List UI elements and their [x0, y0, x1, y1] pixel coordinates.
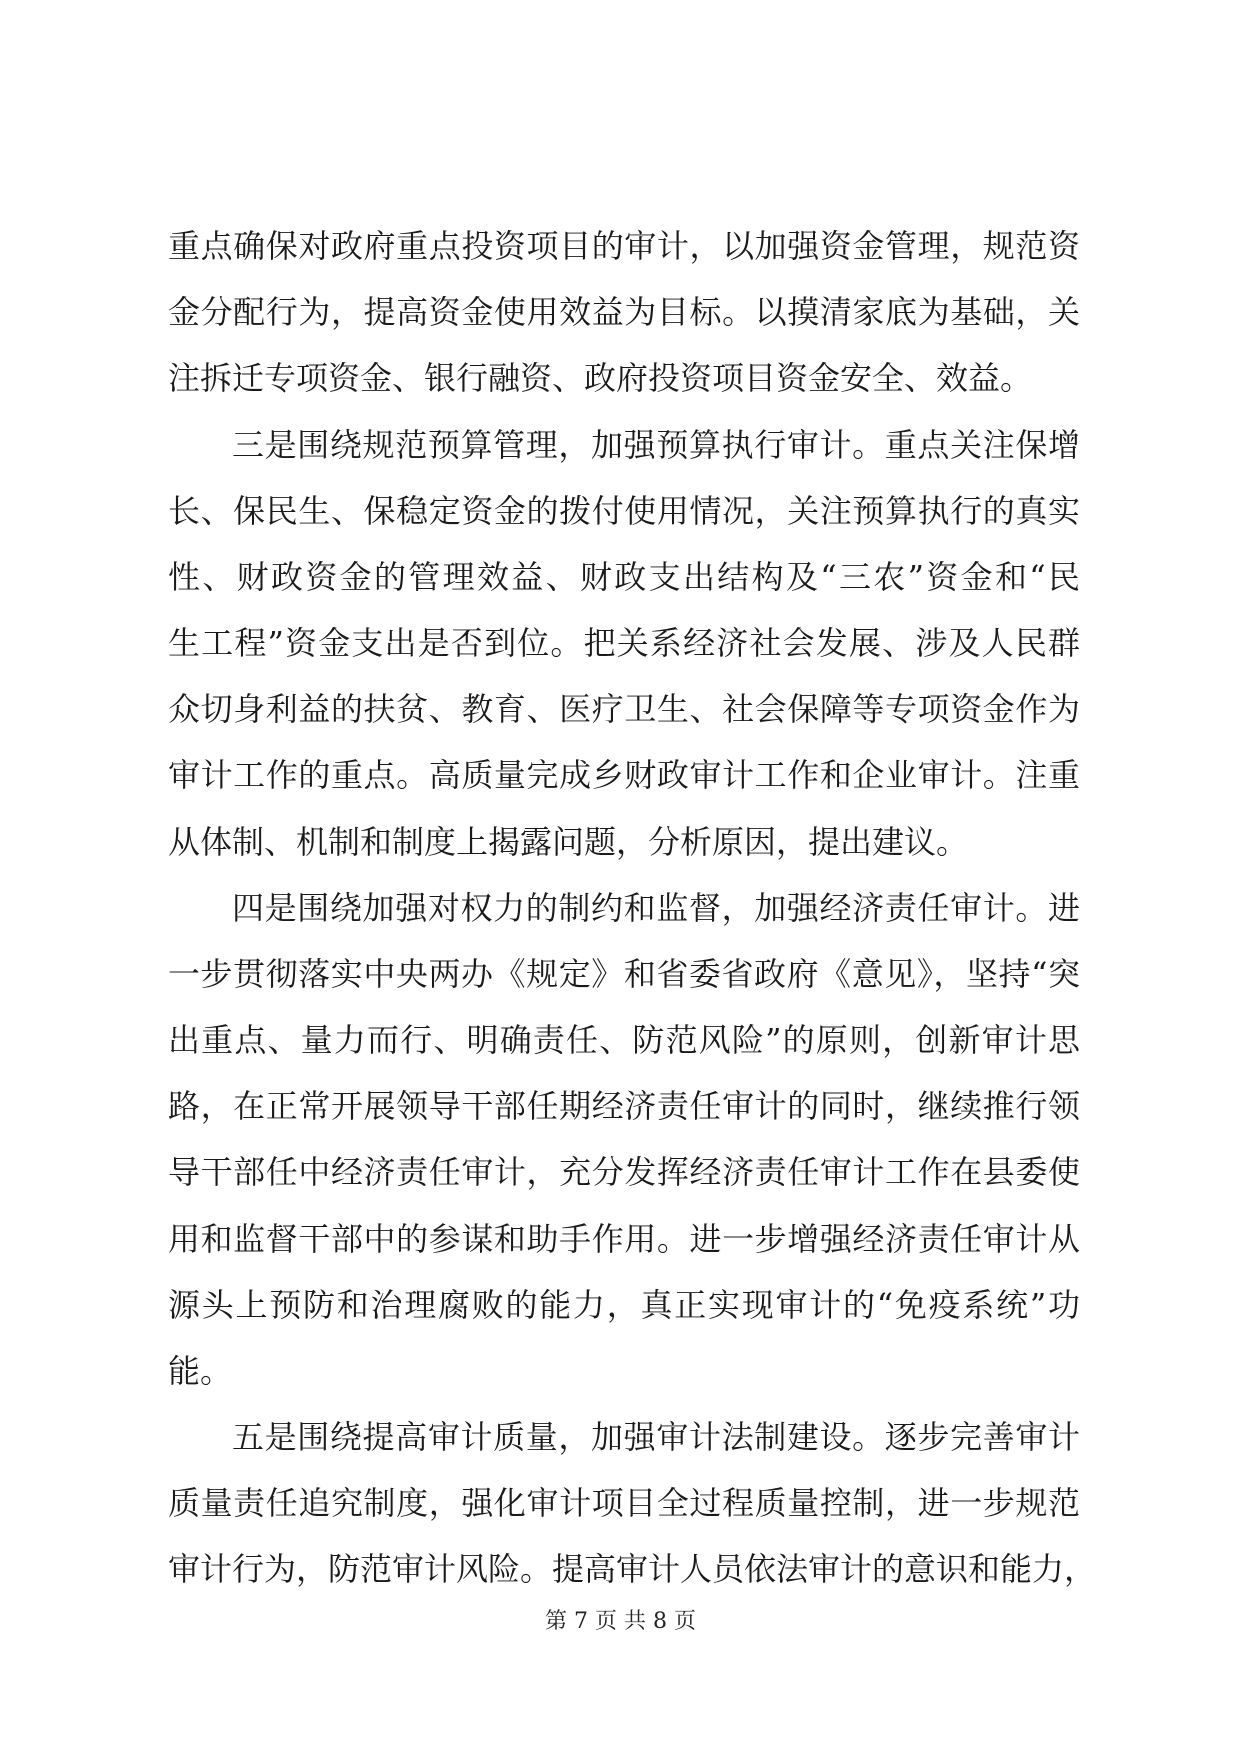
text-line: 能。	[168, 1352, 233, 1390]
paragraph-4-first-line: 四是围绕加强对权力的制约和监督，加强经济责任审计。进	[232, 889, 1080, 927]
text-line: 导干部任中经济责任审计，充分发挥经济责任审计工作在县委使	[168, 1153, 1080, 1191]
text-line: 源头上预防和治理腐败的能力，真正实现审计的“免疫系统”功	[168, 1286, 1080, 1324]
text-line: 一步贯彻落实中央两办《规定》和省委省政府《意见》，坚持“突	[168, 955, 1080, 993]
text-line: 出重点、量力而行、明确责任、防范风险”的原则，创新审计思	[168, 1021, 1080, 1059]
text-line: 注拆迁专项资金、银行融资、政府投资项目资金安全、效益。	[168, 359, 1033, 397]
text-line: 生工程”资金支出是否到位。把关系经济社会发展、涉及人民群	[168, 624, 1080, 662]
text-line: 用和监督干部中的参谋和助手作用。进一步增强经济责任审计从	[168, 1220, 1080, 1258]
text-line: 长、保民生、保稳定资金的拨付使用情况，关注预算执行的真实	[168, 492, 1080, 530]
text-line: 路，在正常开展领导干部任期经济责任审计的同时，继续推行领	[168, 1087, 1080, 1125]
text-line: 从体制、机制和制度上揭露问题，分析原因，提出建议。	[168, 823, 969, 861]
text-line: 金分配行为，提高资金使用效益为目标。以摸清家底为基础，关	[168, 293, 1080, 331]
text-line: 审计行为，防范审计风险。提高审计人员依法审计的意识和能力，	[168, 1550, 1097, 1588]
text-line: 众切身利益的扶贫、教育、医疗卫生、社会保障等专项资金作为	[168, 690, 1080, 728]
paragraph-3-first-line: 三是围绕规范预算管理，加强预算执行审计。重点关注保增	[232, 426, 1080, 464]
text-line: 质量责任追究制度，强化审计项目全过程质量控制，进一步规范	[168, 1484, 1080, 1522]
page-number-footer: 第 7 页 共 8 页	[545, 1609, 696, 1634]
text-line: 重点确保对政府重点投资项目的审计，以加强资金管理，规范资	[168, 227, 1080, 265]
paragraph-5-first-line: 五是围绕提高审计质量，加强审计法制建设。逐步完善审计	[232, 1418, 1080, 1456]
text-line: 性、财政资金的管理效益、财政支出结构及“三农”资金和“民	[168, 558, 1080, 596]
text-line: 审计工作的重点。高质量完成乡财政审计工作和企业审计。注重	[168, 756, 1080, 794]
